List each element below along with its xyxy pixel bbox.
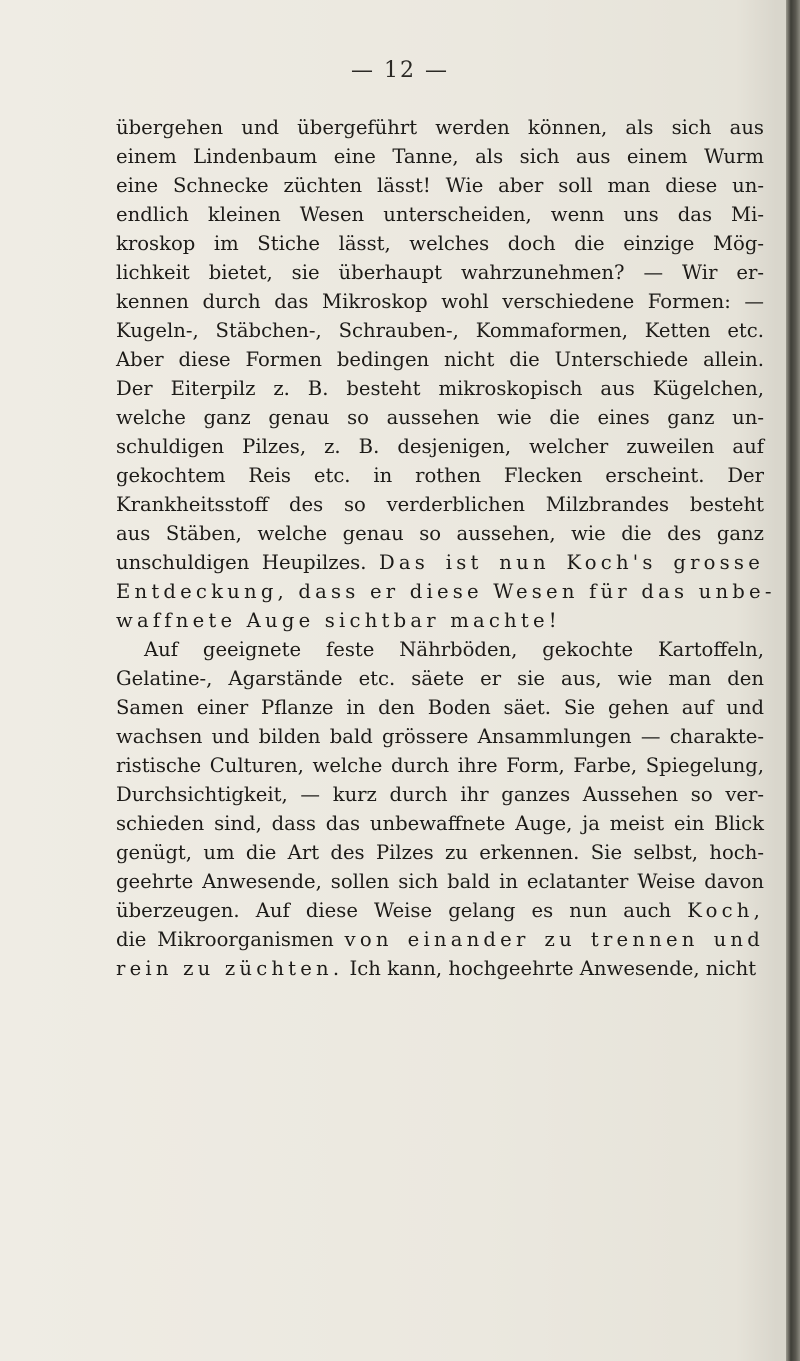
text-line: eine Schnecke züchten lässt! Wie aber soll man diese un-: [116, 174, 764, 197]
text-line: [116, 954, 764, 983]
text-segment: Ich kann, hochgeehrte Anwesende, nicht: [349, 957, 757, 980]
text-line: [116, 896, 764, 925]
spaced-emphasis: Das ist nun Koch's grosse: [379, 551, 764, 574]
text-line: Krankheitsstoff des so verderblichen Milzbrandes besteht: [116, 493, 764, 516]
text-line: [116, 548, 764, 577]
text-segment: überzeugen. Auf diese Weise gelang es nun auch: [116, 899, 672, 922]
text-line: ristische Culturen, welche durch ihre Form, Farbe, Spiegelung,: [116, 754, 764, 777]
text-line: genügt, um die Art des Pilzes zu erkennen. Sie selbst, hoch-: [116, 841, 764, 864]
spaced-emphasis: Koch,: [687, 899, 764, 922]
text-line: kennen durch das Mikroskop wohl verschiedene Formen: —: [116, 290, 764, 313]
text-line: gekochtem Reis etc. in rothen Flecken erscheint. Der: [116, 464, 764, 487]
text-line: kroskop im Stiche lässt, welches doch die einzige Mög-: [116, 232, 764, 255]
text-line: Samen einer Pflanze in den Boden säet. Sie gehen auf und: [116, 696, 764, 719]
text-line: Kugeln-, Stäbchen-, Schrauben-, Kommaformen, Ketten etc.: [116, 319, 764, 342]
text-line-spaced: Entdeckung, dass er diese Wesen für das unbe-: [116, 580, 776, 603]
text-line: geehrte Anwesende, sollen sich bald in eclatanter Weise davon: [116, 870, 764, 893]
text-line: lichkeit bietet, sie überhaupt wahrzunehmen? — Wir er-: [116, 261, 764, 284]
page-edge-shadow: [786, 0, 800, 1361]
text-line: schuldigen Pilzes, z. B. desjenigen, welcher zuweilen auf: [116, 435, 764, 458]
text-line: einem Lindenbaum eine Tanne, als sich aus einem Wurm: [116, 145, 764, 168]
text-line: wachsen und bilden bald grössere Ansammlungen — charakte-: [116, 725, 764, 748]
text-line-spaced: waffnete Auge sichtbar machte!: [116, 609, 561, 632]
text-line: Gelatine-, Agarstände etc. säete er sie aus, wie man den: [116, 667, 764, 690]
paragraph-start: Auf geeignete feste Nährböden, gekochte Kartoffeln,: [144, 638, 764, 661]
text-line: aus Stäben, welche genau so aussehen, wie die des ganz: [116, 522, 764, 545]
text-line: Der Eiterpilz z. B. besteht mikroskopisch aus Kügelchen,: [116, 377, 764, 400]
text-segment: die Mikroorganismen: [116, 928, 334, 951]
page-number: — 12 —: [351, 58, 449, 83]
text-line: schieden sind, dass das unbewaffnete Auge, ja meist ein Blick: [116, 812, 764, 835]
text-line: endlich kleinen Wesen unterscheiden, wenn uns das Mi-: [116, 203, 764, 226]
text-line: welche ganz genau so aussehen wie die eines ganz un-: [116, 406, 764, 429]
text-line: übergehen und übergeführt werden können, als sich aus: [116, 116, 764, 139]
text-line: Durchsichtigkeit, — kurz durch ihr ganzes Aussehen so ver-: [116, 783, 764, 806]
spaced-emphasis: von einander zu trennen und: [344, 928, 764, 951]
spaced-emphasis: rein zu züchten.: [116, 957, 344, 980]
text-line: [116, 925, 764, 954]
body-text: [116, 113, 776, 983]
text-segment: unschuldigen Heupilzes.: [116, 551, 367, 574]
text-line: Aber diese Formen bedingen nicht die Unterschiede allein.: [116, 348, 764, 371]
